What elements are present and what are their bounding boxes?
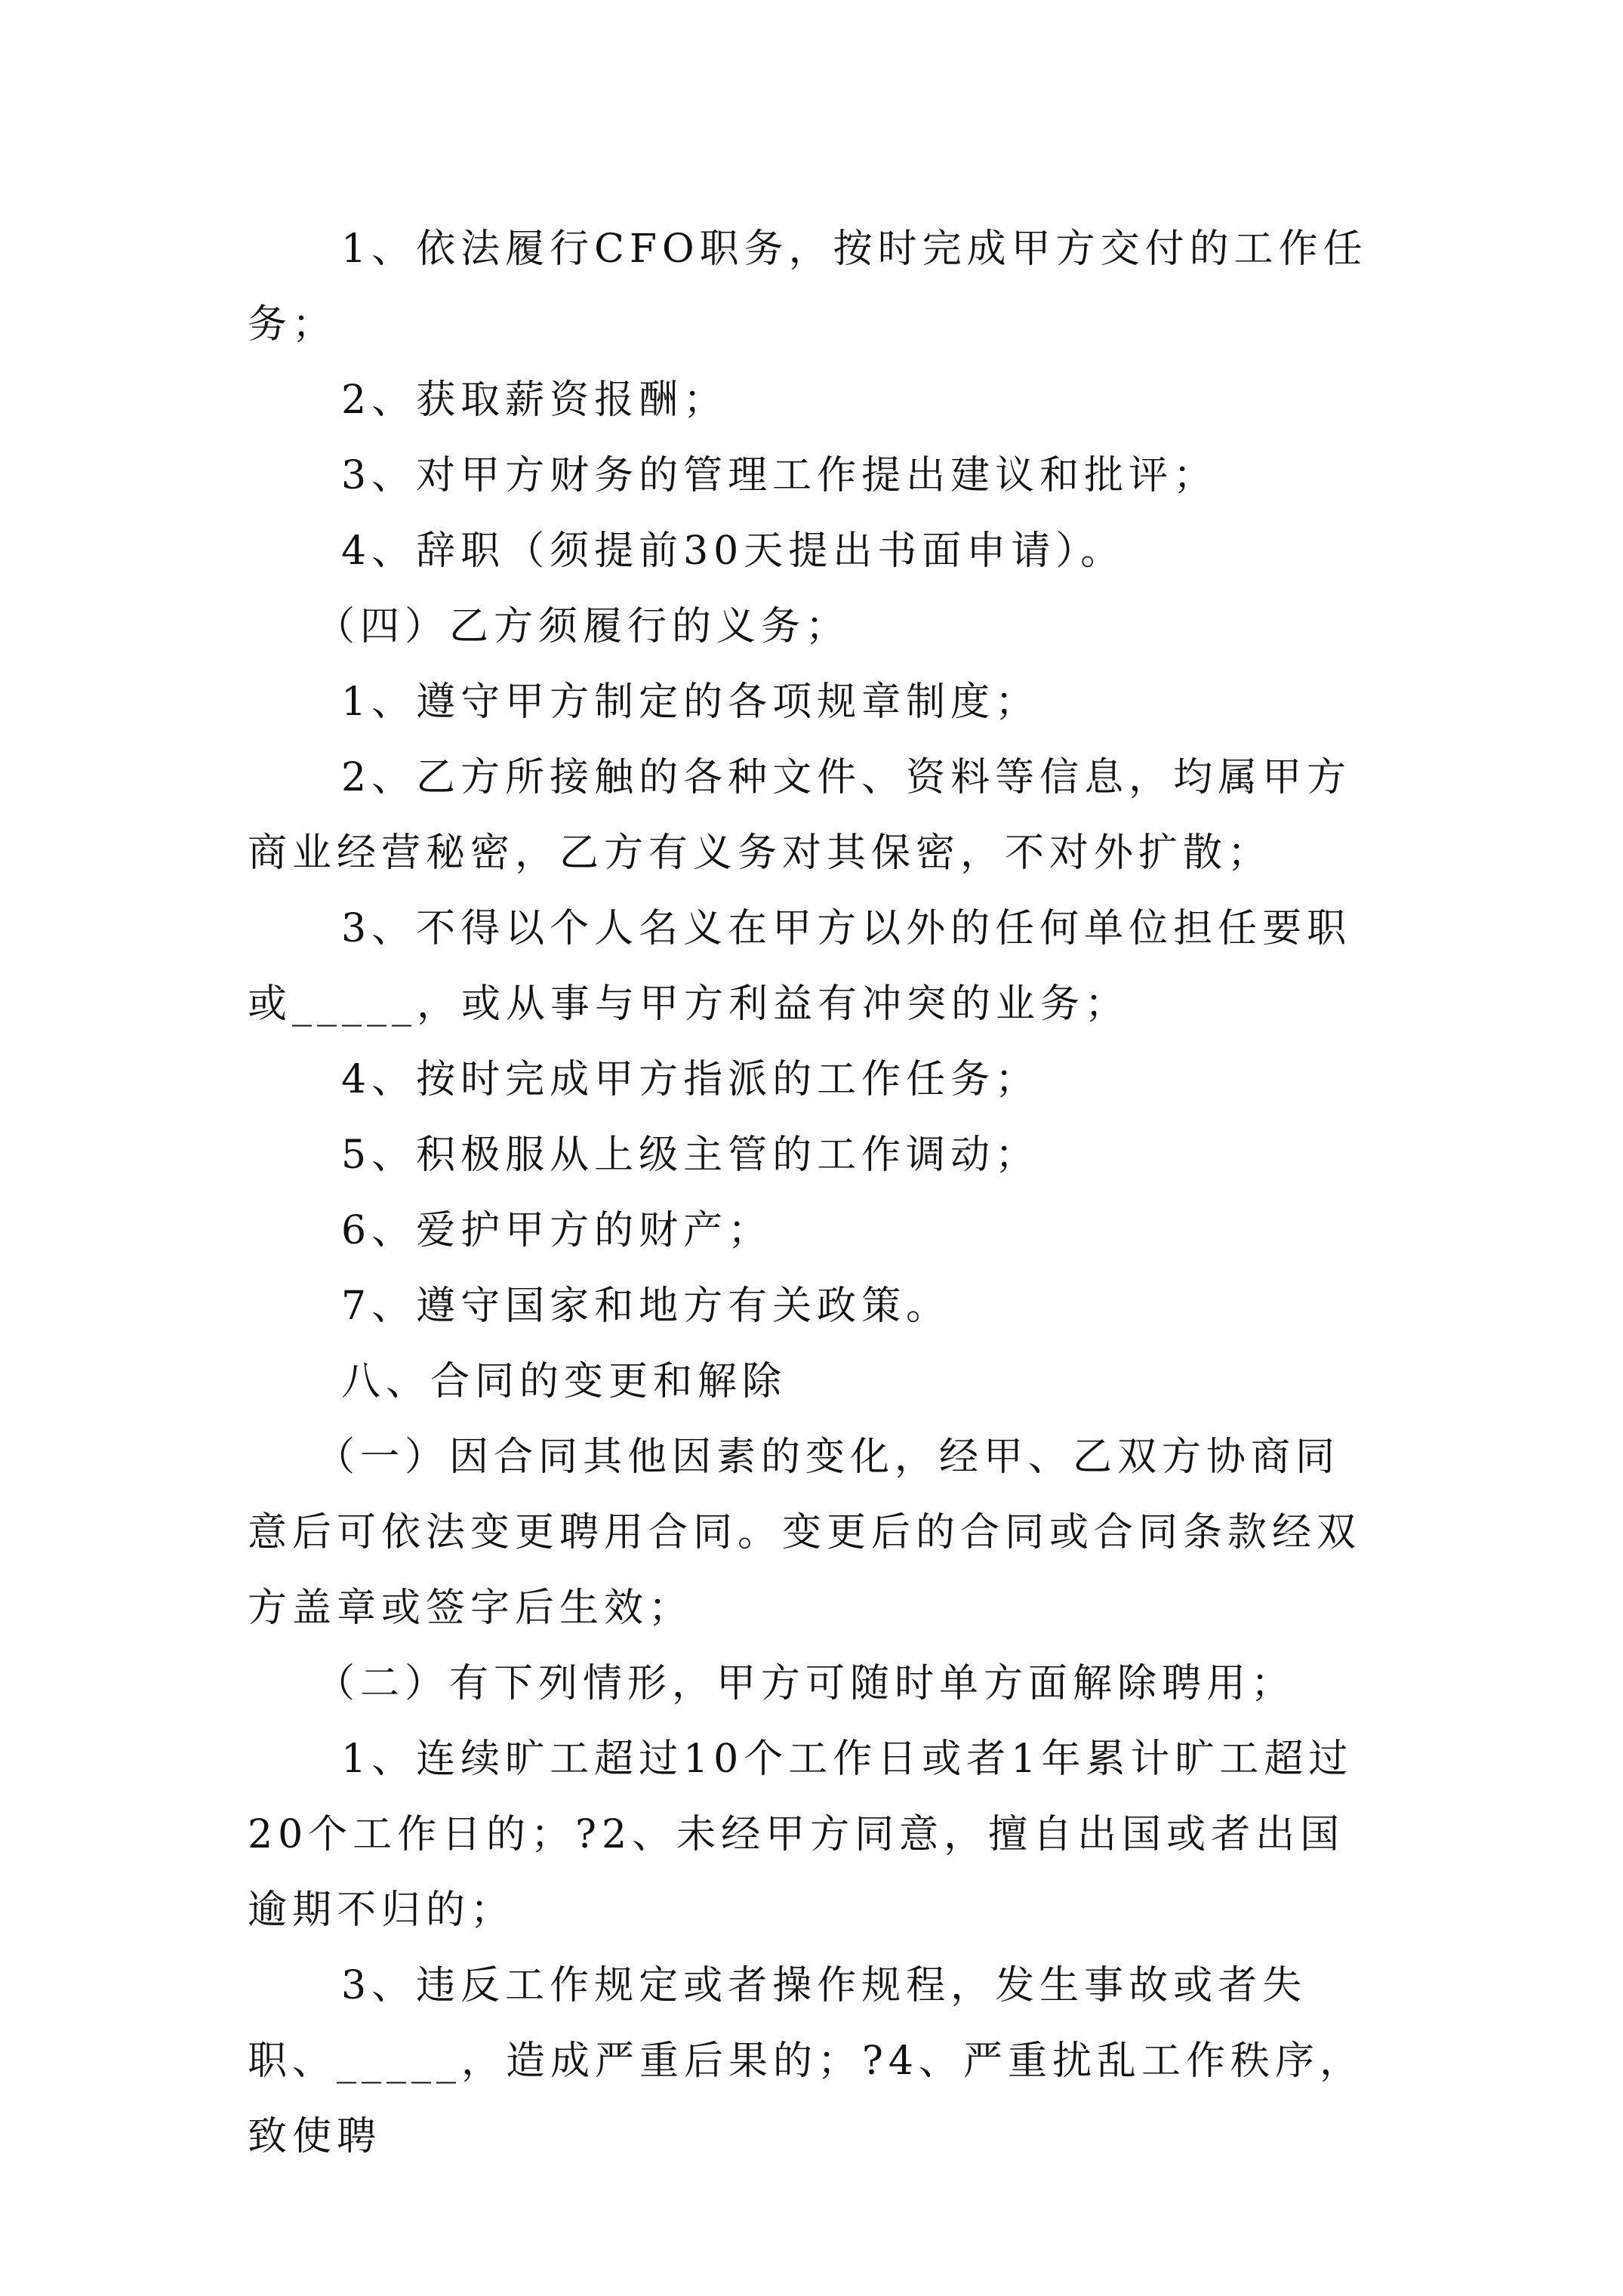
paragraph-right-4: 4、辞职（须提前30天提出书面申请）。 bbox=[341, 529, 1126, 574]
paragraph-change-2: （二）有下列情形，甲方可随时单方面解除聘用； bbox=[316, 1661, 1296, 1706]
paragraph-termination-3: 3、违反工作规定或者操作规程，发生事故或者失职、_____，造成严重后果的；?4、严重扰乱工作秩序，致使聘 bbox=[248, 1963, 1364, 2159]
paragraph-obligation-1: 1、遵守甲方制定的各项规章制度； bbox=[341, 680, 1040, 725]
section-heading-obligations: （四）乙方须履行的义务； bbox=[316, 604, 851, 649]
paragraph-right-3: 3、对甲方财务的管理工作提出建议和批评； bbox=[341, 453, 1218, 498]
paragraph-right-1: 1、依法履行CFO职务，按时完成甲方交付的工作任务； bbox=[248, 227, 1368, 347]
paragraph-change-1: （一）因合同其他因素的变化，经甲、乙双方协商同意后可依法变更聘用合同。变更后的合同或合同条款经双方盖章或签字后生效； bbox=[248, 1435, 1362, 1631]
paragraph-obligation-6: 6、爱护甲方的财产； bbox=[341, 1208, 773, 1253]
document-body bbox=[248, 211, 1380, 2174]
paragraph-obligation-5: 5、积极服从上级主管的工作调动； bbox=[341, 1133, 1040, 1178]
paragraph-obligation-2: 2、乙方所接触的各种文件、资料等信息，均属甲方商业经营秘密，乙方有义务对其保密，不对外扩散； bbox=[248, 755, 1352, 876]
paragraph-obligation-7: 7、遵守国家和地方有关政策。 bbox=[341, 1284, 951, 1329]
section-heading-contract-change: 八、合同的变更和解除 bbox=[341, 1359, 787, 1404]
paragraph-obligation-4: 4、按时完成甲方指派的工作任务； bbox=[341, 1057, 1040, 1102]
paragraph-right-2: 2、获取薪资报酬； bbox=[341, 378, 728, 423]
paragraph-obligation-3: 3、不得以个人名义在甲方以外的任何单位担任要职或_____，或从事与甲方利益有冲突的业务； bbox=[248, 906, 1352, 1027]
paragraph-termination-1: 1、连续旷工超过10个工作日或者1年累计旷工超过20个工作日的；?2、未经甲方同意，擅自出国或者出国逾期不归的； bbox=[248, 1737, 1354, 1933]
